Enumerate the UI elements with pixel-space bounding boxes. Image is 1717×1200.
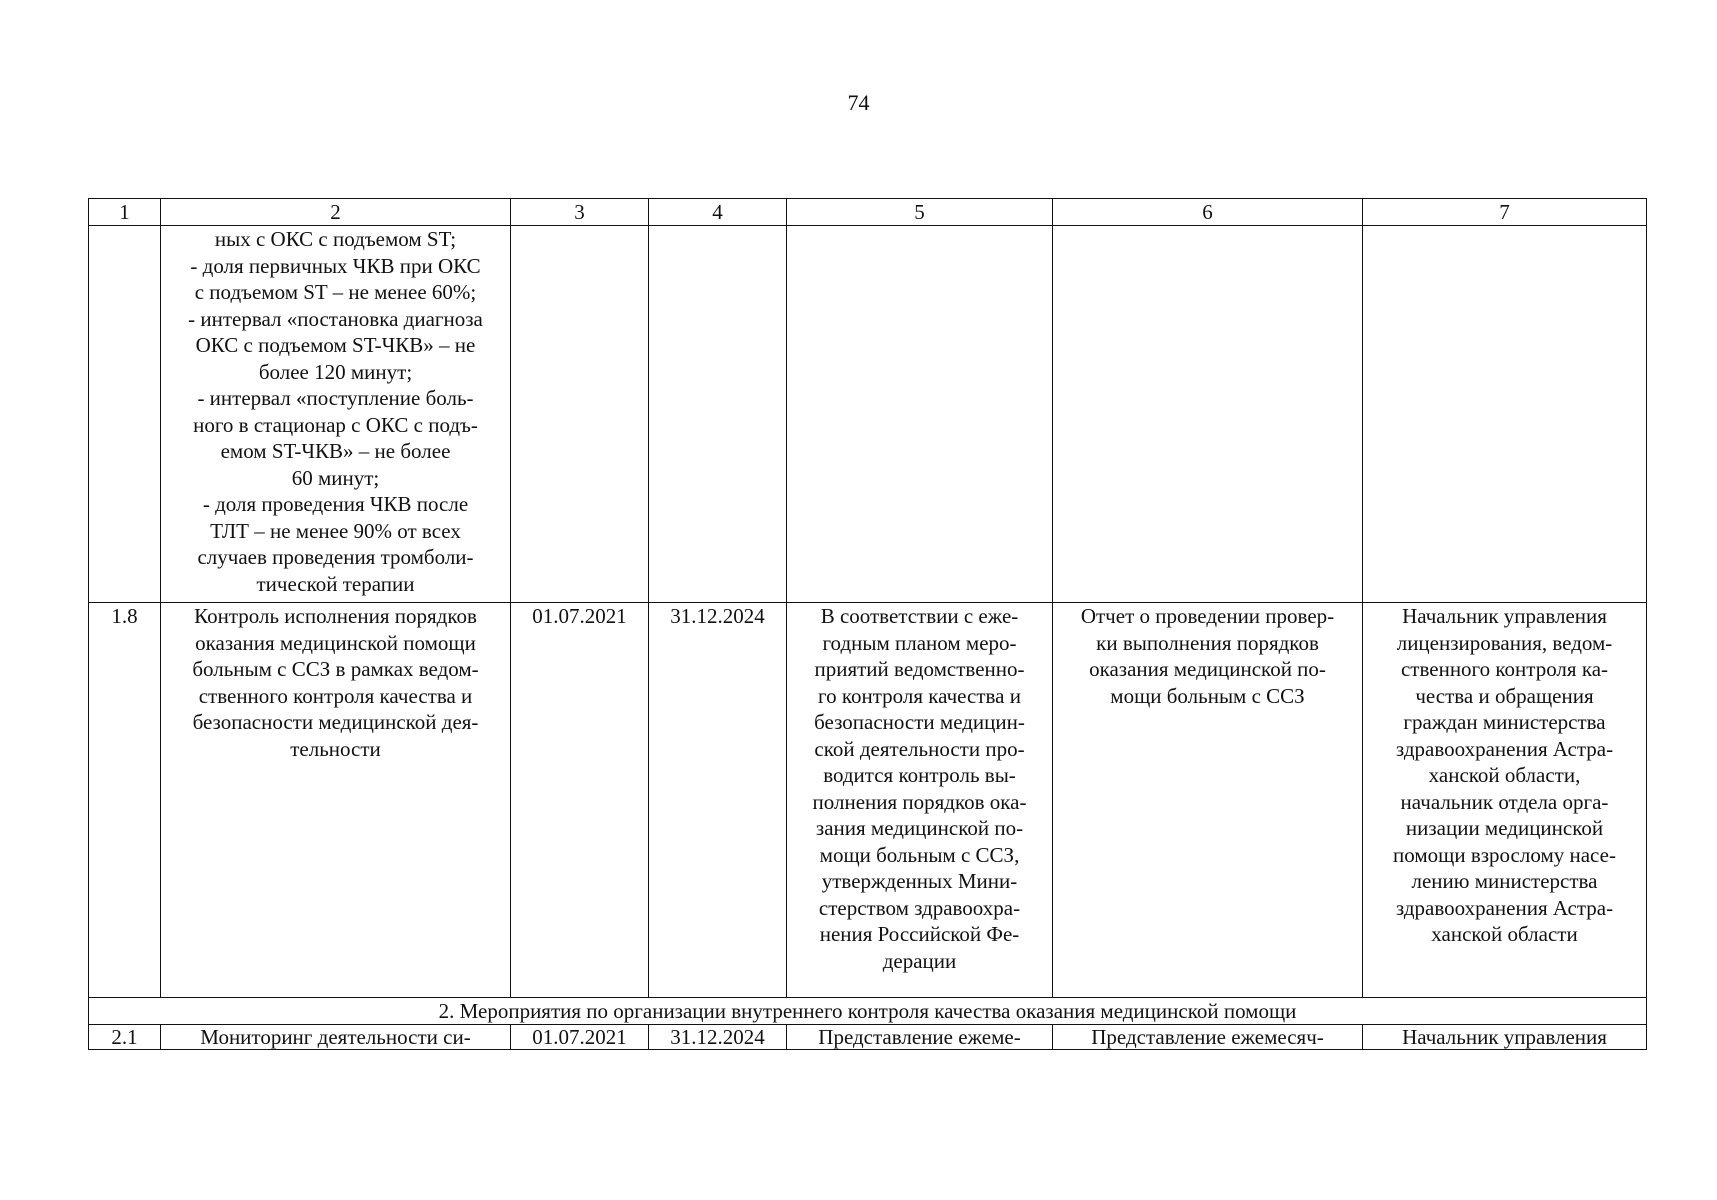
- cell-empty: [787, 226, 1053, 603]
- column-number-7: 7: [1363, 199, 1647, 226]
- row-number: 2.1: [89, 1025, 161, 1050]
- section-2-title: 2. Мероприятия по организации внутреннего контроля качества оказания медицинской помощи: [89, 998, 1647, 1025]
- column-number-5: 5: [787, 199, 1053, 226]
- responsible-person: Начальник управления лицензирования, ведом- ственного контроля ка- чества и обращения граждан министерства здравоохранения Астра- ханской области, начальник отдела орга- низации медицинской помощи взрослому насе- лению министерства здравоохранения Астра- ханской области: [1363, 603, 1647, 998]
- table-row-1-8: [89, 603, 1647, 998]
- end-date: 31.12.2024: [649, 1025, 787, 1050]
- cell-indicators-continued: ных с ОКС с подъемом ST; - доля первичных ЧКВ при ОКС с подъемом ST – не менее 60%; - интервал «постановка диагноза ОКС с подъемом ST-ЧКВ» – не более 120 минут; - интервал «поступление боль- ного в стационар с ОКС с подъ- емом ST-ЧКВ» – не более 60 минут; - доля проведения ЧКВ после ТЛТ – не менее 90% от всех случаев проведения тромболи- тической терапии: [161, 226, 511, 603]
- measure-result: Представление ежемесяч-: [1053, 1025, 1363, 1050]
- measure-name: Контроль исполнения порядков оказания медицинской помощи больным с ССЗ в рамках ведом- ственного контроля качества и безопасности медицинской дея- тельности: [161, 603, 511, 998]
- table-row-2-1: [89, 1025, 1647, 1050]
- cell-empty: [649, 226, 787, 603]
- column-number-4: 4: [649, 199, 787, 226]
- column-number-1: 1: [89, 199, 161, 226]
- cell-empty: [1053, 226, 1363, 603]
- end-date: 31.12.2024: [649, 603, 787, 998]
- page-number: 74: [847, 90, 870, 115]
- column-number-row: [89, 199, 1647, 226]
- column-number-2: 2: [161, 199, 511, 226]
- cell-empty: [1363, 226, 1647, 603]
- cell-empty: [89, 226, 161, 603]
- section-2-header-row: [89, 998, 1647, 1025]
- row-number: 1.8: [89, 603, 161, 998]
- measure-description: В соответствии с еже- годным планом меро- приятий ведомственно- го контроля качества и безопасности медицин- ской деятельности про- водится контроль вы- полнения порядков ока- зания медицинской по- мощи больным с ССЗ, утвержденных Мини- стерством здравоохра- нения Российской Фе- дерации: [787, 603, 1053, 998]
- measures-table: [88, 198, 1647, 1050]
- measure-description: Представление ежеме-: [787, 1025, 1053, 1050]
- start-date: 01.07.2021: [511, 603, 649, 998]
- table-row-continuation: [89, 226, 1647, 603]
- start-date: 01.07.2021: [511, 1025, 649, 1050]
- column-number-3: 3: [511, 199, 649, 226]
- responsible-person: Начальник управления: [1363, 1025, 1647, 1050]
- column-number-6: 6: [1053, 199, 1363, 226]
- cell-empty: [511, 226, 649, 603]
- measure-name: Мониторинг деятельности си-: [161, 1025, 511, 1050]
- measure-result: Отчет о проведении провер- ки выполнения порядков оказания медицинской по- мощи больным с ССЗ: [1053, 603, 1363, 998]
